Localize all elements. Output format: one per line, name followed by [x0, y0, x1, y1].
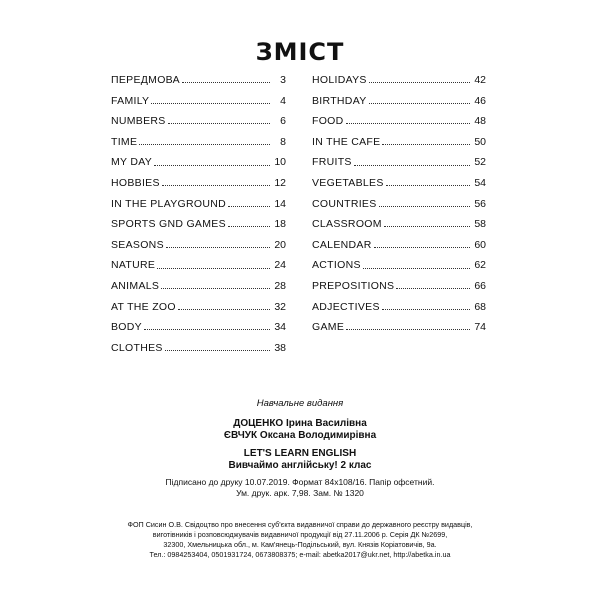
toc-entry	[111, 301, 286, 322]
toc-entry-page: 3	[280, 74, 286, 86]
toc-dot-leader	[354, 164, 470, 166]
toc-entry	[312, 115, 486, 136]
toc-entry-page: 74	[474, 321, 486, 334]
toc-entry	[111, 198, 286, 219]
toc-dot-leader	[168, 122, 270, 124]
toc-entry	[111, 218, 286, 239]
toc-entry-page: 12	[274, 176, 286, 189]
toc-dot-leader	[228, 205, 270, 207]
toc-dot-leader	[162, 184, 270, 186]
toc-dot-leader	[386, 184, 470, 186]
book-title: LET'S LEARN ENGLISH	[243, 448, 357, 459]
toc-entry-page: 60	[474, 238, 486, 251]
toc-entry-label: FRUITS	[312, 156, 352, 169]
toc-dot-leader	[151, 102, 270, 104]
toc-entry	[111, 321, 286, 342]
publisher-line-3: 32300, Хмельницька обл., м. Кам'янець-Подільський, вул. Князів Коріатовичів, 9а.	[163, 540, 437, 549]
toc-entry-label: CLOTHES	[111, 341, 163, 354]
author-2: ЄВЧУК Оксана Володимирівна	[223, 430, 377, 441]
page-title: ЗМІСТ	[255, 38, 345, 66]
toc-entry	[312, 239, 486, 260]
toc-entry	[312, 259, 486, 280]
print-info-line-2: Ум. друк. арк. 7,98. Зам. № 1320	[236, 488, 364, 498]
toc-entry-page: 32	[274, 300, 286, 313]
print-info	[0, 477, 600, 499]
toc-right-column	[312, 74, 486, 342]
toc-dot-leader	[139, 143, 270, 145]
toc-entry-label: COUNTRIES	[312, 197, 377, 210]
toc-dot-leader	[369, 102, 470, 104]
toc-entry	[111, 115, 286, 136]
toc-dot-leader	[166, 246, 270, 248]
toc-dot-leader	[382, 308, 470, 310]
toc-entry	[312, 156, 486, 177]
toc-dot-leader	[396, 287, 470, 289]
toc-entry-label: NUMBERS	[111, 115, 166, 128]
toc-entry-label: NATURE	[111, 259, 156, 272]
book-info	[0, 448, 600, 472]
toc-entry	[312, 74, 486, 95]
toc-entry-page: 62	[474, 259, 486, 272]
toc-entry-label: IN THE CAFE	[312, 135, 381, 148]
edition-type: Навчальне видання	[256, 398, 344, 409]
publisher-info	[0, 520, 600, 560]
toc-entry-label: SPORTS GND GAMES	[111, 218, 226, 231]
authors	[0, 418, 600, 442]
toc-entry	[111, 136, 286, 157]
toc-entry-label: CALENDAR	[312, 238, 372, 251]
toc-dot-leader	[346, 122, 470, 124]
toc-entry-label: BIRTHDAY	[312, 94, 367, 107]
toc-dot-leader	[369, 81, 470, 83]
toc-entry-page: 20	[274, 238, 286, 251]
toc-entry	[111, 177, 286, 198]
toc-entry	[312, 177, 486, 198]
toc-entry-label: GAME	[312, 321, 345, 334]
toc-entry	[111, 74, 286, 95]
toc-entry-label: TIME	[111, 135, 138, 148]
toc-entry	[312, 136, 486, 157]
toc-entry	[312, 280, 486, 301]
toc-entry	[111, 259, 286, 280]
toc-dot-leader	[154, 164, 270, 166]
toc-entry-page: 50	[474, 135, 486, 148]
toc-entry	[312, 301, 486, 322]
toc-dot-leader	[178, 308, 270, 310]
toc-entry-label: CLASSROOM	[312, 218, 382, 231]
toc-entry-label: AT THE ZOO	[111, 300, 176, 313]
toc-dot-leader	[374, 246, 470, 248]
toc-entry-label: IN THE PLAYGROUND	[111, 197, 226, 210]
toc-dot-leader	[363, 267, 470, 269]
toc-entry-page: 18	[274, 218, 286, 231]
toc-dot-leader	[165, 349, 270, 351]
toc-entry-page: 42	[474, 74, 486, 86]
toc-entry-page: 6	[280, 115, 286, 128]
toc-entry-page: 68	[474, 300, 486, 313]
print-info-line-1: Підписано до друку 10.07.2019. Формат 84х108/16. Папір офсетний.	[165, 477, 435, 487]
toc-entry-label: HOLIDAYS	[312, 74, 367, 86]
toc-dot-leader	[144, 328, 270, 330]
toc-dot-leader	[157, 267, 270, 269]
publisher-line-2: виготівників і розповсюджувачів видавничої продукції від 27.11.2006 р. Серія ДК №2699,	[152, 530, 448, 539]
toc-entry-label: FOOD	[312, 115, 344, 128]
toc-entry-page: 38	[274, 341, 286, 354]
toc-entry-page: 10	[274, 156, 286, 169]
toc-dot-leader	[228, 225, 270, 227]
toc-entry	[312, 95, 486, 116]
toc-dot-leader	[182, 81, 270, 83]
toc-entry	[312, 198, 486, 219]
toc-entry-label: SEASONS	[111, 238, 164, 251]
toc-dot-leader	[161, 287, 270, 289]
publisher-line-1: ФОП Сисин О.В. Свідоцтво про внесення суб'єкта видавничої справи до державного реєстру видавців,	[127, 520, 473, 529]
toc-entry	[111, 280, 286, 301]
toc-entry	[312, 321, 486, 342]
book-subtitle: Вивчаймо англійську! 2 клас	[228, 460, 372, 471]
toc-entry-page: 58	[474, 218, 486, 231]
toc-left-column	[111, 74, 286, 362]
toc-entry	[111, 95, 286, 116]
toc-entry-label: ANIMALS	[111, 279, 160, 292]
toc-entry-label: MY DAY	[111, 156, 153, 169]
publisher-line-4: Тел.: 0984253404, 0501931724, 0673808375; e-mail: abetka2017@ukr.net, http://abetka.in.ua	[149, 550, 451, 559]
toc-entry-label: ACTIONS	[312, 259, 361, 272]
toc-entry-page: 4	[280, 94, 286, 107]
toc-entry-page: 34	[274, 321, 286, 334]
toc-entry-page: 24	[274, 259, 286, 272]
author-1: ДОЦЕНКО Ірина Василівна	[233, 418, 367, 429]
toc-entry-page: 28	[274, 279, 286, 292]
toc-entry-label: PREPOSITIONS	[312, 279, 395, 292]
toc-entry-page: 54	[474, 176, 486, 189]
toc-entry-label: HOBBIES	[111, 176, 160, 189]
toc-entry-page: 66	[474, 279, 486, 292]
toc-entry-page: 14	[274, 197, 286, 210]
toc-entry-page: 48	[474, 115, 486, 128]
toc-entry-label: FAMILY	[111, 94, 150, 107]
toc-dot-leader	[382, 143, 470, 145]
toc-entry-page: 56	[474, 197, 486, 210]
toc-entry	[111, 239, 286, 260]
toc-entry-label: ADJECTIVES	[312, 300, 380, 313]
toc-entry-label: VEGETABLES	[312, 176, 384, 189]
toc-entry-label: BODY	[111, 321, 142, 334]
toc-dot-leader	[384, 225, 470, 227]
toc-dot-leader	[346, 328, 470, 330]
toc-entry-page: 8	[280, 135, 286, 148]
toc-entry	[312, 218, 486, 239]
toc-entry-page: 46	[474, 94, 486, 107]
toc-entry-label: ПЕРЕДМОВА	[111, 74, 180, 86]
toc-entry	[111, 156, 286, 177]
toc-entry-page: 52	[474, 156, 486, 169]
toc-dot-leader	[379, 205, 470, 207]
toc-entry	[111, 342, 286, 363]
